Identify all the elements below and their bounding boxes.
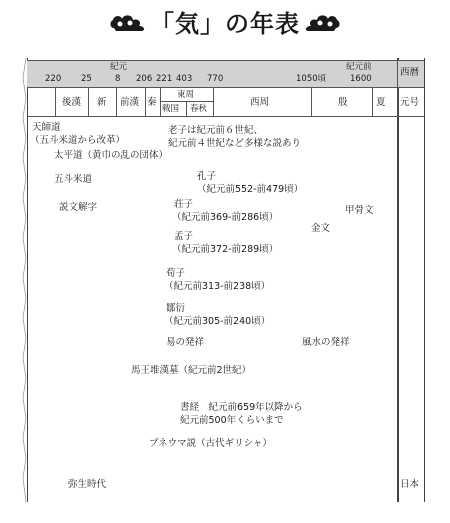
page-title: 「気」の年表 [150,10,300,38]
entry-bronze-script: 金文 [311,223,331,234]
entry-yayoi: 弥生時代 [68,479,107,490]
entry-mencius: 孟子 [174,231,194,242]
entry-zhuangzi: 荘子 [174,199,194,210]
dynasty-label: 春秋 [190,104,208,114]
dynasty-divider [311,88,312,116]
entry-gotobeido: 五斗米道 [54,174,93,185]
year-label: 403 [176,74,193,84]
dynasty-divider [213,88,214,116]
entry-xunzi-dates: （紀元前313-前238頃） [164,281,271,292]
entry-tenshido-note: （五斗米道から改革） [30,135,126,146]
dynasty-label: 夏 [376,97,386,108]
dynasty-label: 戦国 [162,104,180,114]
entry-xunzi: 荀子 [166,268,186,279]
entry-shujing: 書経 紀元前659年以降から [180,402,303,413]
dynasty-label: 西周 [250,97,270,108]
entry-confucius-dates: （紀元前552-前479頃） [197,184,304,195]
dynasty-label: 殷 [338,97,348,108]
year-label: 8 [115,74,121,84]
dynasty-divider [372,88,373,116]
east-zhou-split [160,101,213,102]
entry-shuowen: 説文解字 [59,202,98,213]
era-label-ad: 紀元 [110,62,128,72]
dynasty-divider [186,101,187,116]
entry-laozi: 老子は紀元前６世紀、 [168,125,264,136]
dynasty-header-band [27,88,424,117]
dynasty-divider [55,88,56,116]
dynasty-label: 秦 [147,97,157,108]
year-label: 220 [45,74,62,84]
entry-mencius-dates: （紀元前372-前289頃） [172,244,279,255]
entry-mawangdui: 馬王堆漢墓（紀元前2世紀） [131,365,252,376]
side-column [397,58,425,502]
year-label: 1600 [350,74,372,84]
side-label-seireki: 西暦 [400,67,420,78]
side-label-gengo: 元号 [400,97,420,108]
entry-taiheido: 太平道（黄巾の乱の団体） [54,150,169,161]
year-label: 206 [136,74,153,84]
dynasty-divider [160,88,161,116]
era-label-bc: 紀元前 [346,62,372,72]
year-label: 770 [207,74,224,84]
entry-zouyan-dates: （紀元前305-前240頃） [164,316,271,327]
entry-shujing-dates: 紀元前500年くらいまで [180,415,284,426]
entry-pneuma: プネウマ説（古代ギリシャ） [149,438,272,449]
dynasty-divider [116,88,117,116]
cloud-swirl-right-icon [298,12,342,34]
year-label: 221 [156,74,173,84]
dynasty-label: 後漢 [62,97,82,108]
entry-tenshido: 天師道 [32,122,61,133]
year-label: 1050頃 [296,74,327,84]
entry-iching-origin: 易の発祥 [166,337,205,348]
entry-oracle-bone: 甲骨文 [345,205,374,216]
entry-zouyan: 鄒衍 [166,303,186,314]
side-label-japan: 日本 [400,479,420,490]
dynasty-label: 前漢 [120,97,140,108]
entry-fengshui-origin: 風水の発祥 [302,337,350,348]
entry-zhuangzi-dates: （紀元前369-前286頃） [172,212,279,223]
entry-laozi-note: 紀元前４世紀など多様な説あり [168,138,302,149]
dynasty-label: 東周 [177,90,195,100]
entry-confucius: 孔子 [197,171,217,182]
dynasty-divider [88,88,89,116]
dynasty-divider [145,88,146,116]
dynasty-label: 新 [97,97,107,108]
year-label: 25 [81,74,92,84]
